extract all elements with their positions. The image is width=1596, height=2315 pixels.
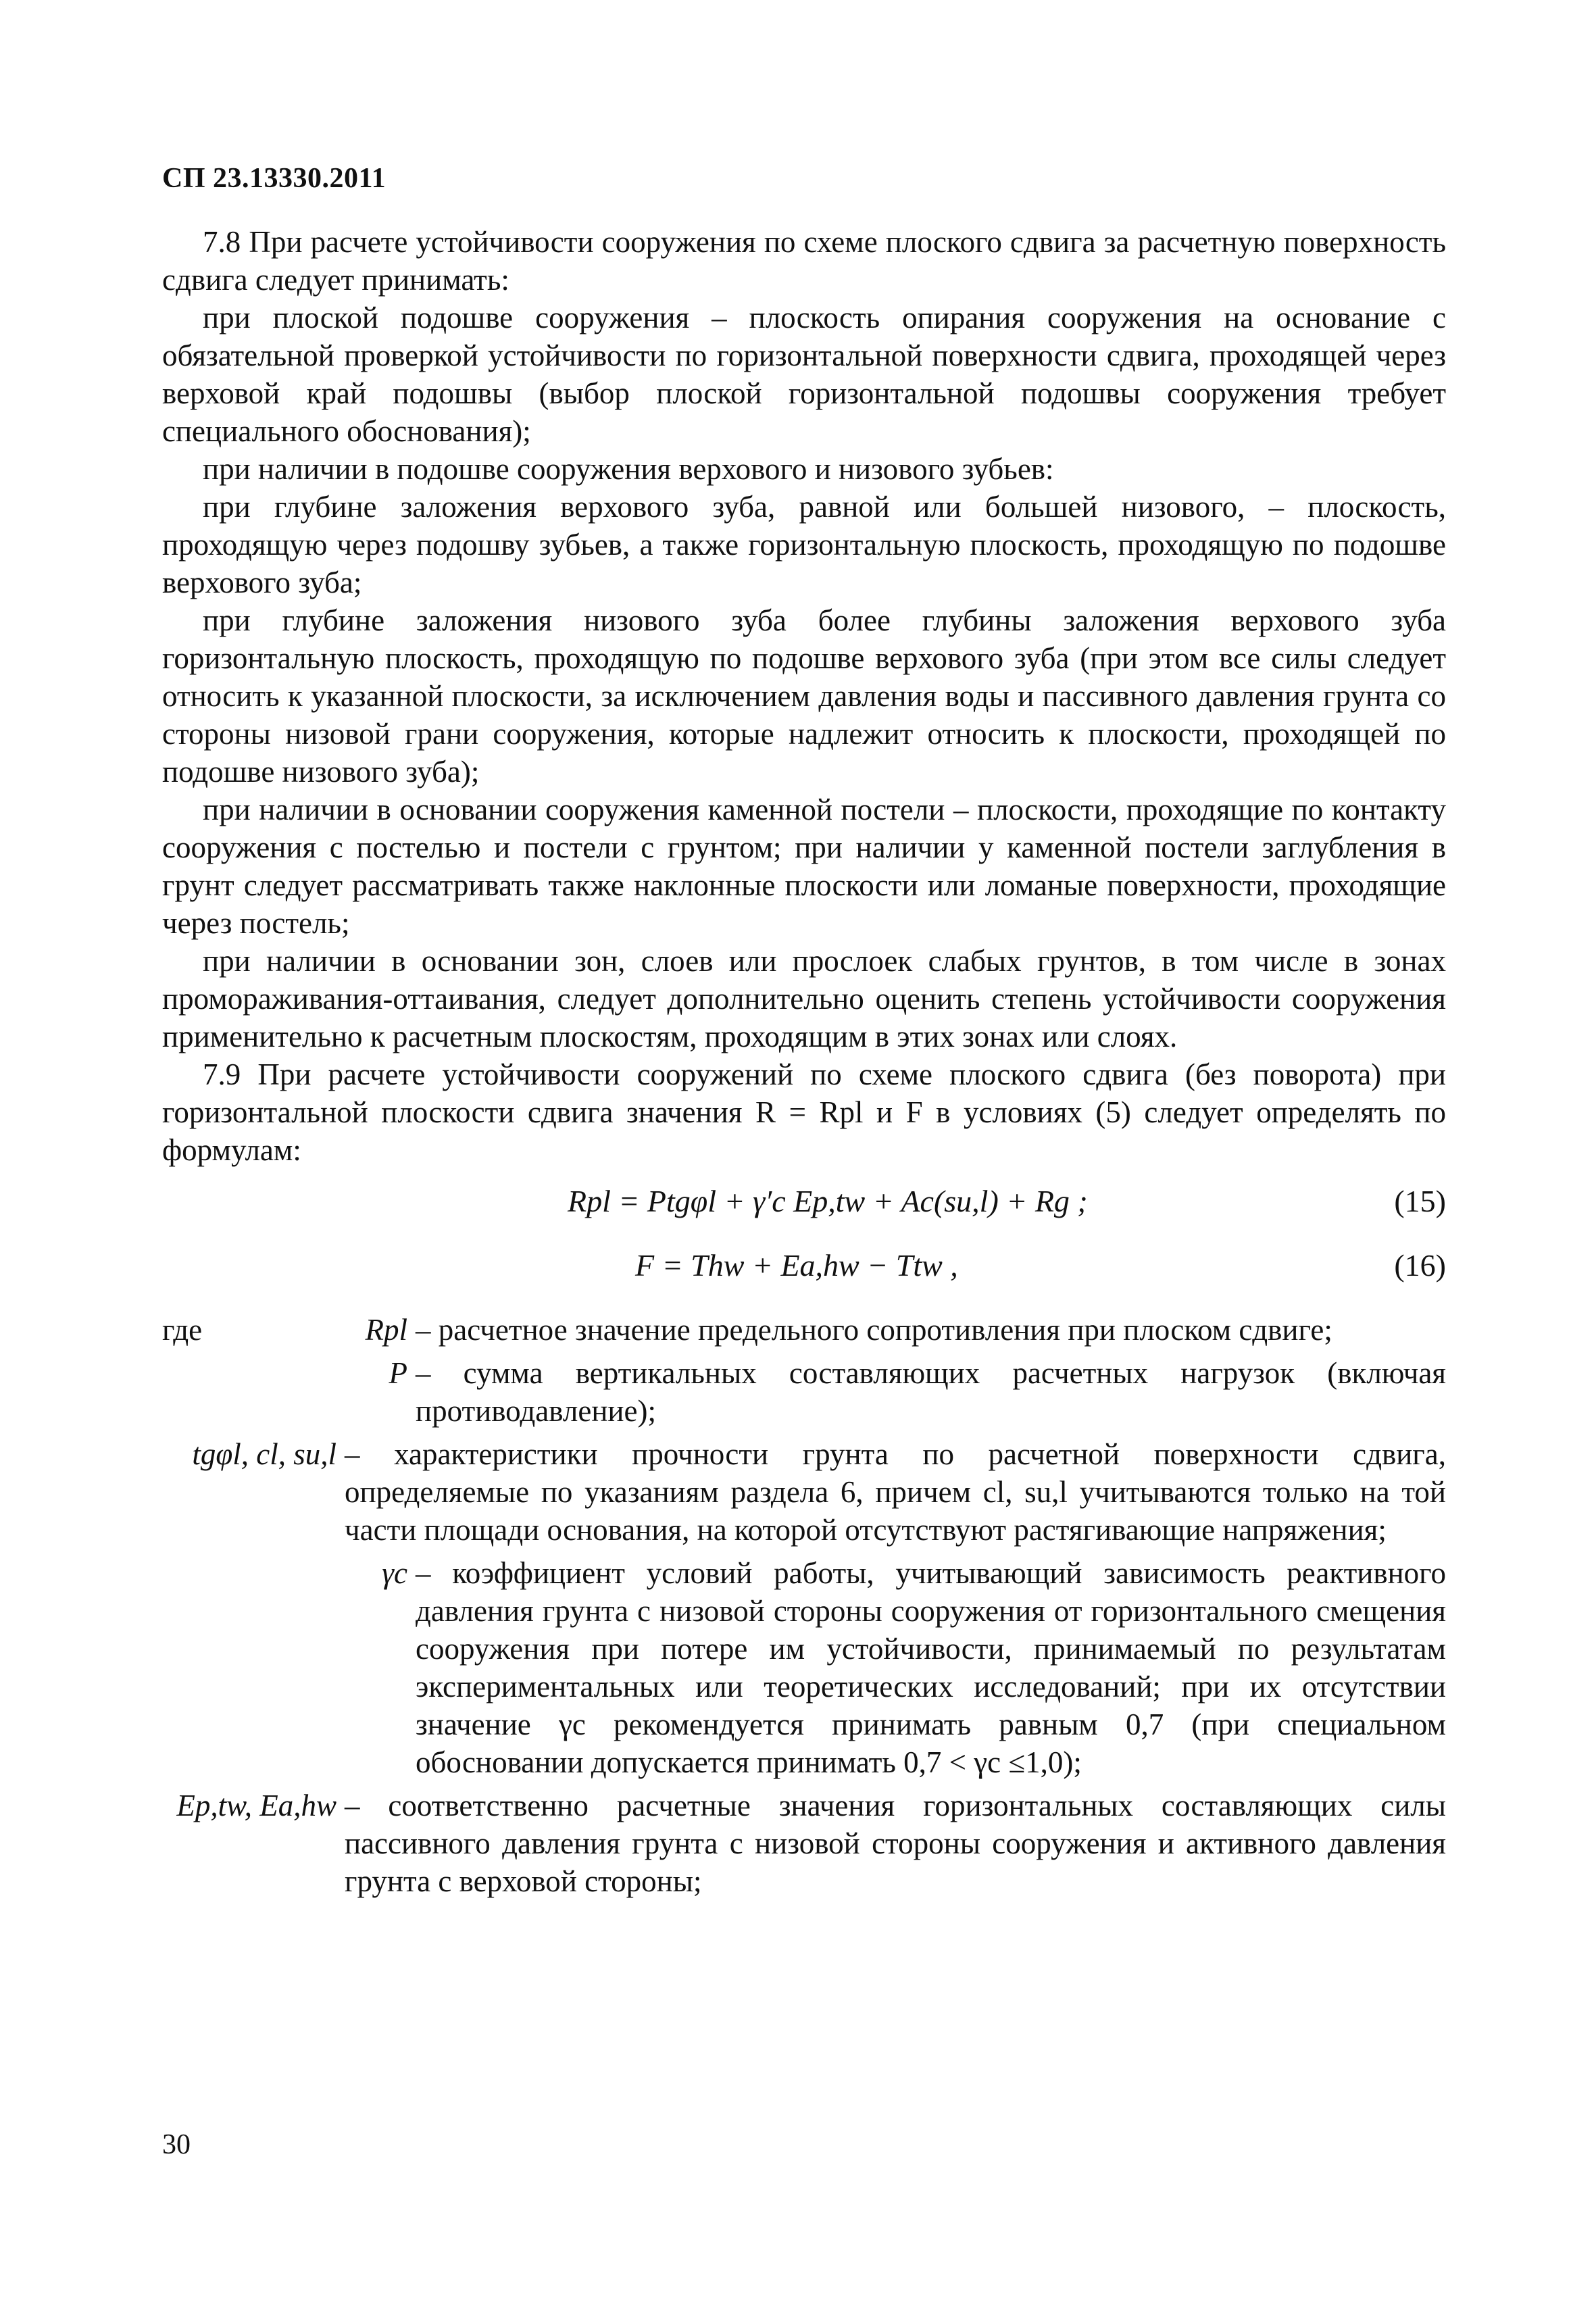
definition-row <box>162 1354 1446 1430</box>
definition-row <box>162 1435 1446 1549</box>
paragraph-flat-base: при плоской подошве сооружения – плоскость опирания сооружения на основание с обязательной проверкой устойчивости по горизонтальной поверхности сдвига, проходящей через верховой край подошвы (выбор плоской горизонтальной подошвы сооружения требует специального обоснования); <box>162 301 1446 448</box>
formula-15-number: (15) <box>1394 1184 1446 1218</box>
definition-row <box>162 1554 1446 1781</box>
definition-row <box>162 1787 1446 1900</box>
paragraph-7-8-intro: 7.8 При расчете устойчивости сооружения по схеме плоского сдвига за расчетную поверхность сдвига следует принимать: <box>162 225 1446 297</box>
paragraph-7-9-intro: 7.9 При расчете устойчивости сооружений по схеме плоского сдвига (без поворота) при горизонтальной плоскости сдвига значения R = Rpl и F в условиях (5) следует определять по формулам: <box>162 1057 1446 1167</box>
definition-text: – расчетное значение предельного сопротивления при плоском сдвиге; <box>416 1313 1332 1347</box>
where-label: где <box>162 1313 203 1347</box>
definition-symbol: Rpl <box>365 1313 407 1347</box>
definition-text: – сумма вертикальных составляющих расчетных нагрузок (включая противодавление); <box>416 1356 1446 1428</box>
definition-symbol: tgφl, cl, su,l <box>192 1437 336 1471</box>
formula-16-expression: F = Thw + Ea,hw − Ttw , <box>635 1248 958 1283</box>
formula-16 <box>162 1233 1446 1297</box>
document-body <box>162 223 1446 1900</box>
definition-text: – соответственно расчетные значения горизонтальных составляющих силы пассивного давления грунта с низовой стороны сооружения и активного давления грунта с верховой стороны; <box>345 1789 1446 1898</box>
formula-15-expression: Rpl = Ptgφl + γ′c Ep,tw + Ac(su,l) + Rg ; <box>568 1184 1088 1218</box>
definition-symbol: P <box>389 1356 407 1390</box>
paragraph-stone-bed: при наличии в основании сооружения каменной постели – плоскости, проходящие по контакту сооружения с постелью и постели с грунтом; при наличии у каменной постели заглубления в грунт следует рассматривать также наклонные плоскости или ломаные поверхности, проходящие через постель; <box>162 793 1446 940</box>
paragraph-teeth-intro: при наличии в подошве сооружения верхового и низового зубьев: <box>203 452 1054 486</box>
definition-symbol: γc <box>382 1556 407 1590</box>
definitions-list <box>162 1311 1446 1900</box>
definition-row <box>162 1311 1446 1349</box>
definition-text: – коэффициент условий работы, учитывающий зависимость реактивного давления грунта с низовой стороны сооружения от горизонтального смещения сооружения при потере им устойчивости, принимаемый по результатам экспериментальных или теоретических исследований; при их отсутствии значение γc рекомендуется принимать равным 0,7 (при специальном обосновании допускается принимать 0,7 < γc ≤1,0); <box>416 1556 1446 1779</box>
paragraph-weak-soils: при наличии в основании зон, слоев или прослоек слабых грунтов, в том числе в зонах промораживания-оттаивания, следует дополнительно оценить степень устойчивости сооружения применительно к расчетным плоскостям, проходящим в этих зонах или слоях. <box>162 944 1446 1053</box>
page-number: 30 <box>162 2129 191 2160</box>
formula-15 <box>162 1169 1446 1233</box>
definition-symbol: Ep,tw, Ea,hw <box>176 1789 336 1822</box>
document-page <box>162 0 1446 2315</box>
definition-text: – характеристики прочности грунта по расчетной поверхности сдвига, определяемые по указаниям раздела 6, причем cl, su,l учитываются только на той части площади основания, на которой отсутствуют растягивающие напряжения; <box>345 1437 1446 1547</box>
formula-16-number: (16) <box>1394 1248 1446 1283</box>
paragraph-upper-tooth: при глубине заложения верхового зуба, равной или большей низового, – плоскость, проходящую через подошву зубьев, а также горизонтальную плоскость, проходящую по подошве верхового зуба; <box>162 490 1446 599</box>
paragraph-lower-tooth: при глубине заложения низового зуба более глубины заложения верхового зуба горизонтальную плоскость, проходящую по подошве верхового зуба (при этом все силы следует относить к указанной плоскости, за исключением давления воды и пассивного давления грунта со стороны низовой грани сооружения, которые надлежит относить к плоскости, проходящей по подошве низового зуба); <box>162 603 1446 789</box>
document-code-header: СП 23.13330.2011 <box>162 163 386 194</box>
